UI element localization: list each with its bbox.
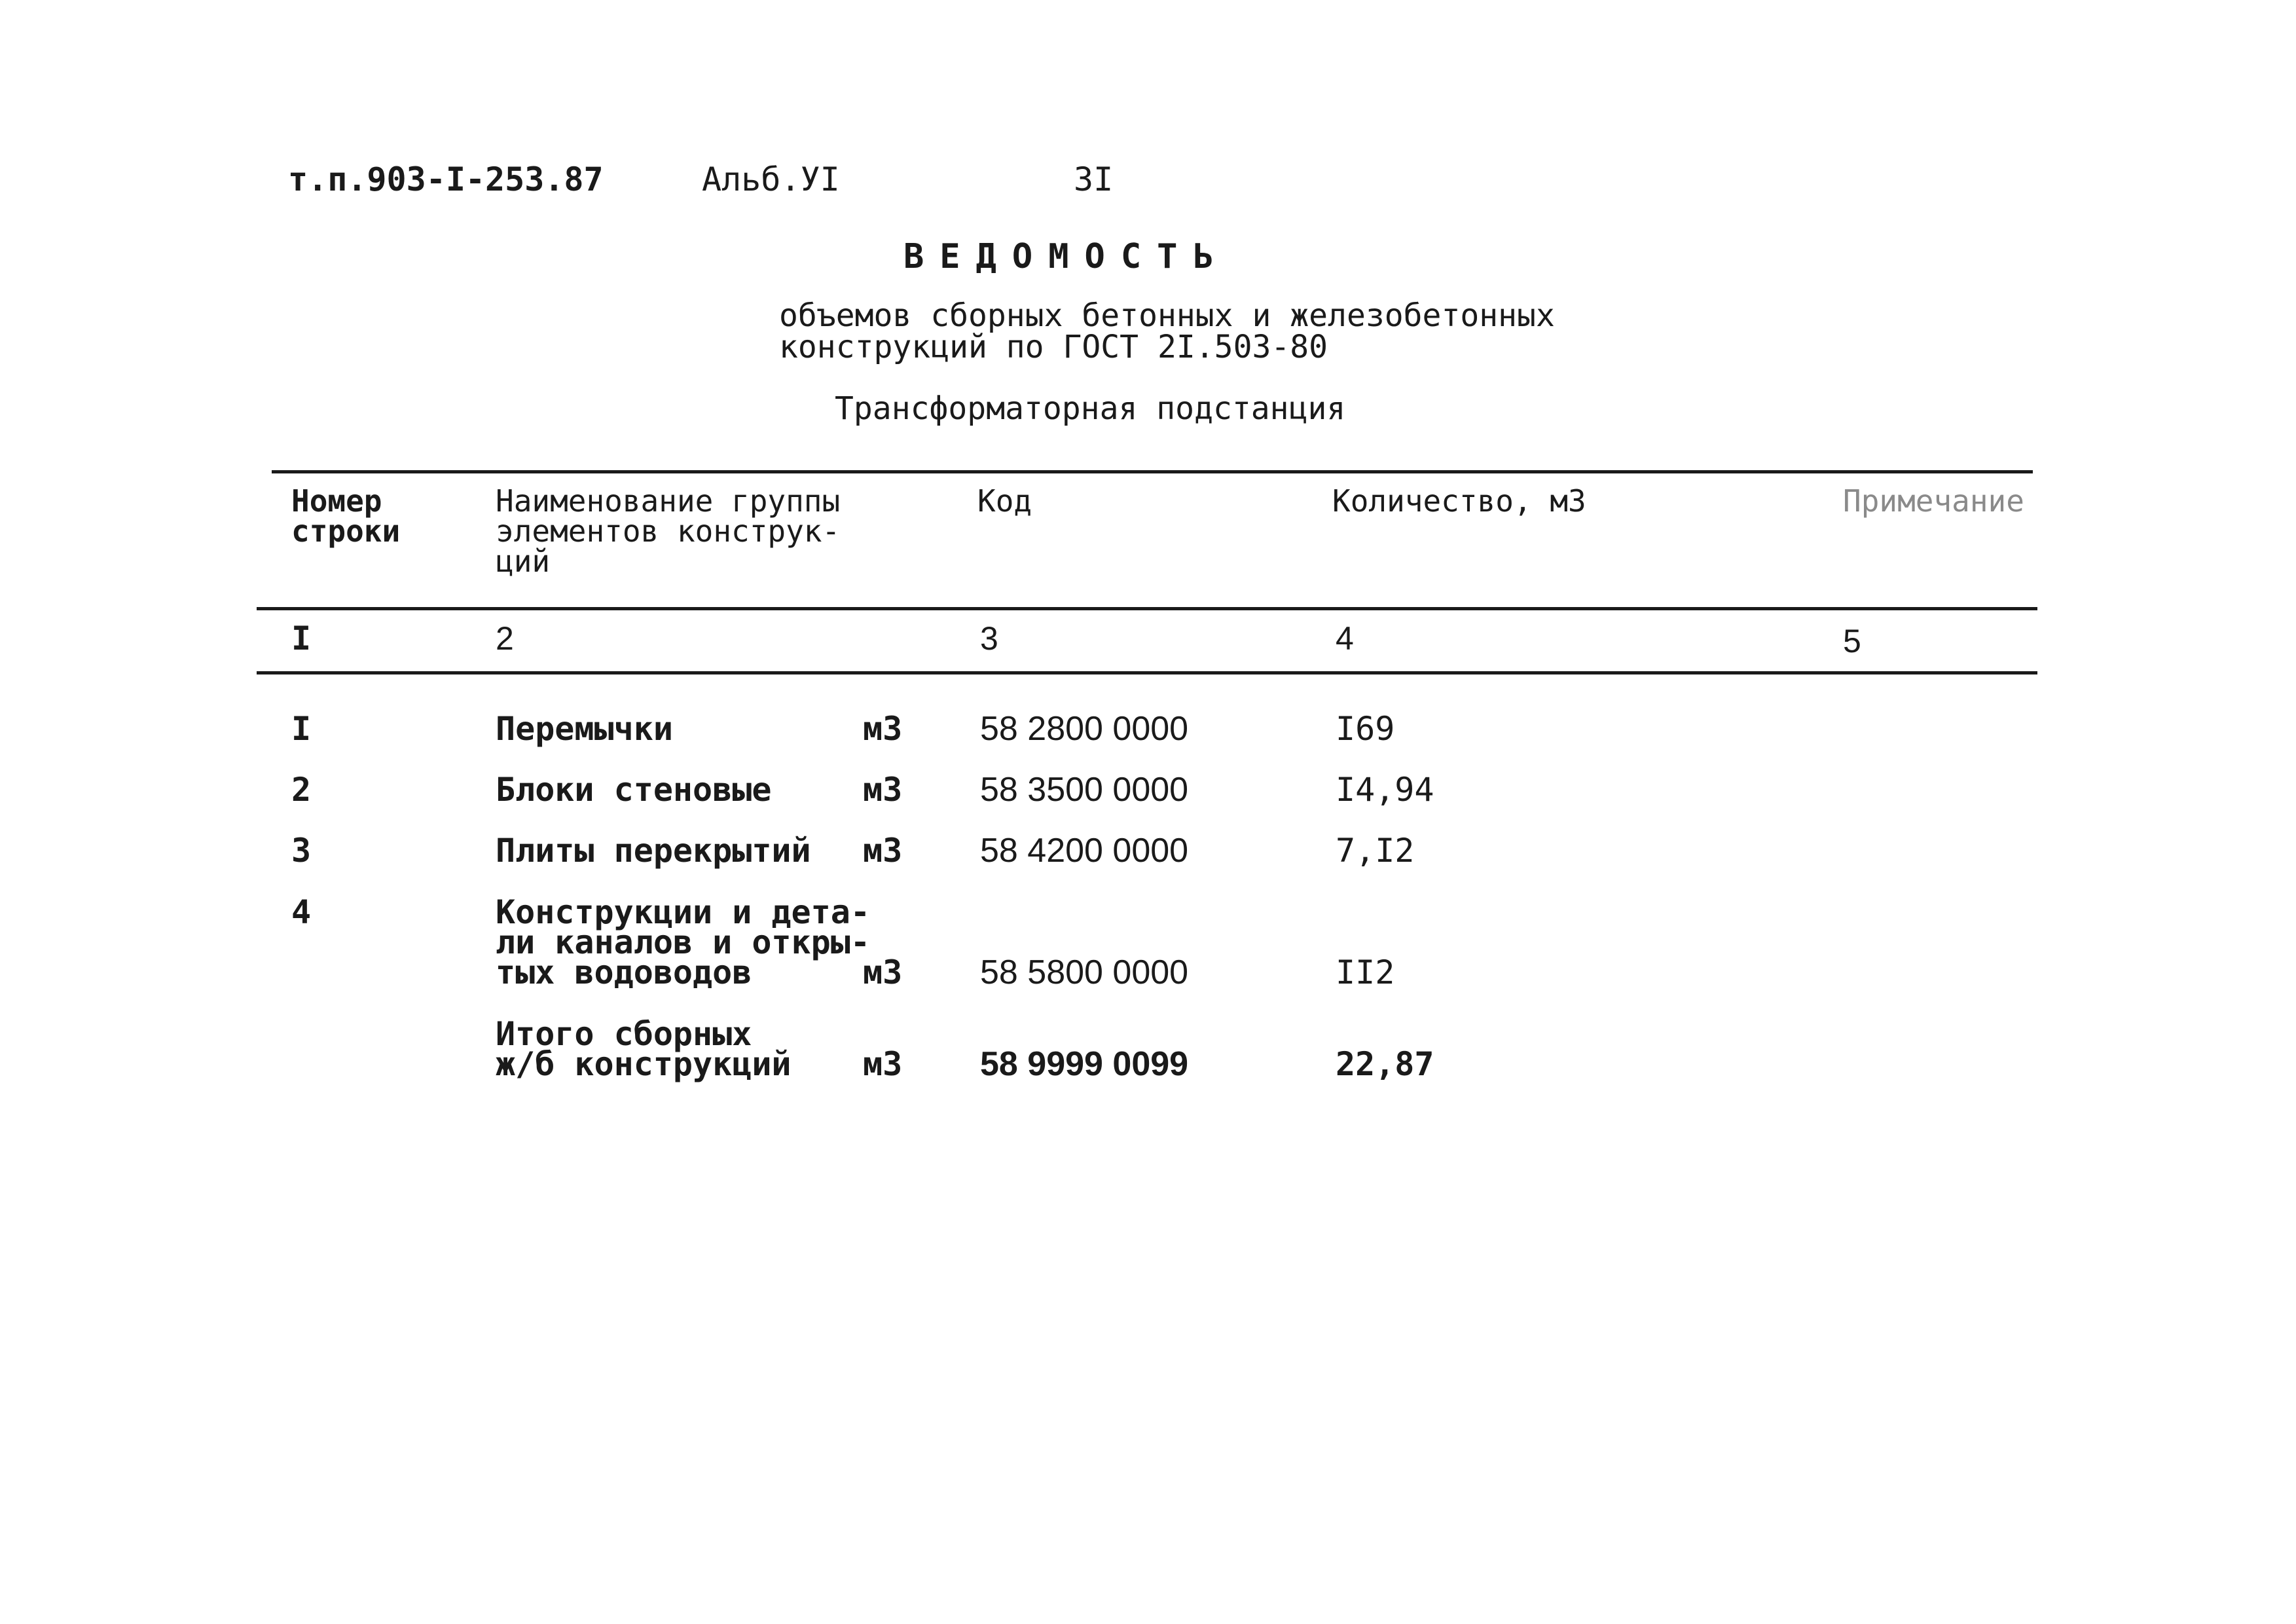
- row-2-unit: м3: [863, 771, 903, 809]
- header-code: Код: [977, 483, 1032, 519]
- column-number-3: 3: [980, 620, 998, 657]
- object-name: Трансформаторная подстанция: [835, 390, 1346, 427]
- header-bottom-rule: [257, 607, 2037, 610]
- header-quantity: Количество, м3: [1332, 483, 1586, 519]
- column-number-2: 2: [496, 620, 514, 657]
- row-4-name: Конструкции и дета- ли каналов и откры- тых водоводов: [496, 893, 870, 991]
- row-2-name: Блоки стеновые: [496, 771, 772, 809]
- row-1-code: 58 2800 0000: [980, 710, 1189, 748]
- row-3-name: Плиты перекрытий: [496, 832, 811, 870]
- album-number: Альб.УI: [702, 160, 840, 198]
- row-2-quantity: I4,94: [1336, 771, 1434, 809]
- row-4-code: 58 5800 0000: [980, 953, 1189, 991]
- column-number-5: 5: [1843, 623, 1861, 659]
- document-title: ВЕДОМОСТЬ: [903, 237, 1230, 276]
- row-3-number: 3: [291, 832, 312, 870]
- document-code: т.п.903-I-253.87: [288, 160, 604, 198]
- document-subtitle: объемов сборных бетонных и железобетонных конструкций по ГОСТ 2I.503-80: [779, 297, 1555, 365]
- row-4-unit: м3: [863, 953, 903, 991]
- total-row-code: 58 9999 0099: [980, 1045, 1189, 1083]
- row-2-number: 2: [291, 771, 312, 809]
- row-4-quantity: II2: [1336, 953, 1395, 991]
- row-1-number: I: [291, 710, 312, 748]
- header-element-group: Наименование группы элементов конструк- ций: [496, 483, 841, 579]
- total-row-unit: м3: [863, 1045, 903, 1083]
- row-1-unit: м3: [863, 710, 903, 748]
- row-4-number: 4: [291, 893, 312, 931]
- row-1-quantity: I69: [1336, 710, 1395, 748]
- row-1-name: Перемычки: [496, 710, 673, 748]
- column-number-1: I: [291, 619, 312, 657]
- column-number-4: 4: [1336, 620, 1354, 657]
- header-note: Примечание: [1843, 483, 2024, 519]
- table-top-rule: [272, 470, 2033, 473]
- row-3-quantity: 7,I2: [1336, 832, 1415, 870]
- total-row-name: Итого сборных ж/б конструкций: [496, 1015, 792, 1083]
- total-row-quantity: 22,87: [1336, 1045, 1434, 1083]
- header-row-number: Номер строки: [291, 483, 401, 549]
- row-2-code: 58 3500 0000: [980, 771, 1189, 809]
- page-number: 3I: [1074, 160, 1114, 198]
- column-numbers-bottom-rule: [257, 671, 2037, 674]
- row-3-unit: м3: [863, 832, 903, 870]
- row-3-code: 58 4200 0000: [980, 832, 1189, 870]
